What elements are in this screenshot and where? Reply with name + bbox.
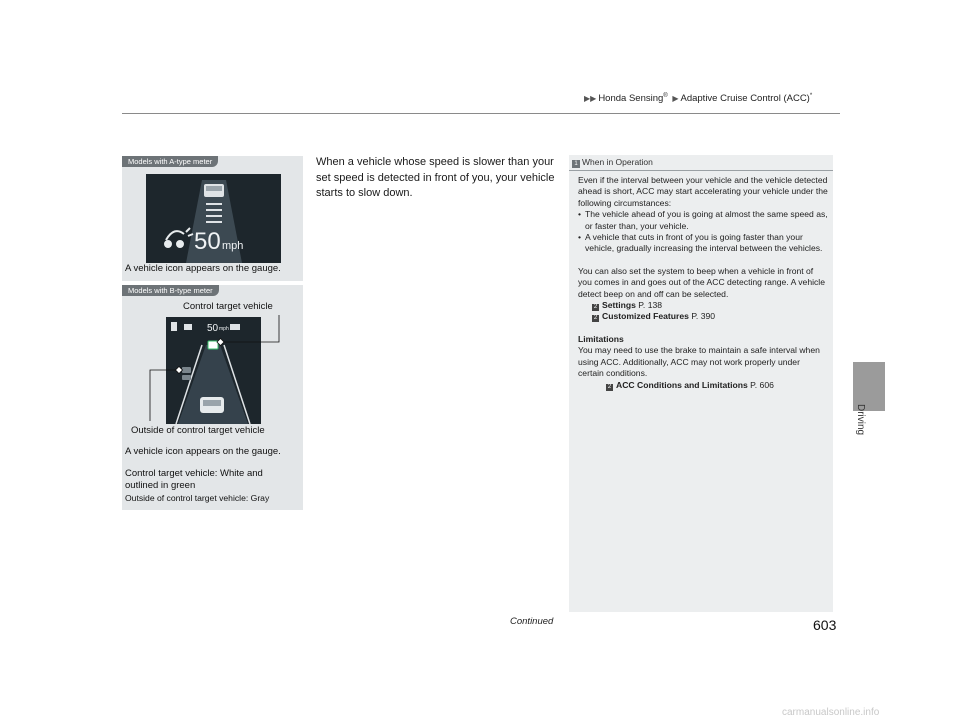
figure-tag: Models with B-type meter bbox=[122, 285, 219, 296]
notes-content bbox=[578, 175, 828, 391]
figure-b-caption-2-line1: Control target vehicle: White and bbox=[125, 468, 263, 479]
reference-arrow-icon: 2 bbox=[593, 315, 598, 322]
notes-panel bbox=[569, 155, 833, 612]
reference-page[interactable]: P. 390 bbox=[691, 311, 716, 322]
gauge-display-a bbox=[146, 174, 281, 263]
cross-reference-customized[interactable] bbox=[578, 311, 828, 322]
reference-arrow-icon: 2 bbox=[593, 304, 598, 311]
notes-paragraph-2: You can also set the system to beep when a vehicle in front of you comes in and goes out of the ACC detecting range. A vehicle detect beep on and off can be selected. bbox=[578, 265, 825, 299]
reference-page[interactable]: P. 138 bbox=[638, 300, 663, 311]
list-item-text: The vehicle ahead of you is going at almost the same speed as, or faster than, your vehicle. bbox=[585, 209, 828, 231]
bullet-icon: • bbox=[578, 209, 582, 220]
callout-outside-target: Outside of control target vehicle bbox=[131, 425, 265, 436]
watermark: carmanualsonline.info bbox=[782, 707, 880, 718]
list-item bbox=[578, 209, 828, 232]
arrow-right-icon: ▶ bbox=[672, 94, 679, 104]
figure-b-type-meter bbox=[122, 285, 303, 510]
figure-b-caption-1: A vehicle icon appears on the gauge. bbox=[125, 446, 281, 457]
body-paragraph: When a vehicle whose speed is slower than your set speed is detected in front of you, your vehicle starts to slow down. bbox=[316, 156, 555, 199]
breadcrumb-honda-sensing[interactable]: Honda Sensing bbox=[598, 93, 664, 105]
reference-page[interactable]: P. 606 bbox=[750, 379, 774, 390]
acc-car-icon bbox=[165, 228, 193, 247]
note-icon: 1 bbox=[572, 160, 580, 168]
figure-a-type-meter bbox=[122, 156, 303, 281]
bullet-icon: • bbox=[578, 232, 582, 243]
reference-label[interactable]: Customized Features bbox=[602, 311, 689, 322]
speed-unit-a: mph bbox=[222, 240, 244, 252]
list-item bbox=[578, 232, 828, 255]
notes-header bbox=[569, 155, 833, 171]
figure-a-caption: A vehicle icon appears on the gauge. bbox=[125, 263, 281, 274]
speed-value-a: 50 bbox=[194, 228, 221, 255]
figure-tag: Models with A-type meter bbox=[122, 156, 218, 167]
notes-paragraph-3: You may need to use the brake to maintain a safe interval when using ACC. Additionally, ACC may not work properly under certain conditions. bbox=[578, 345, 820, 379]
speed-unit-b: mph bbox=[219, 326, 229, 332]
reference-arrow-icon: 2 bbox=[607, 383, 612, 390]
asterisk-mark: * bbox=[809, 93, 813, 99]
reference-label[interactable]: ACC Conditions and Limitations bbox=[616, 379, 748, 390]
breadcrumb bbox=[582, 93, 812, 104]
notes-paragraph-1: Even if the interval between your vehicle and the vehicle detected ahead is short, ACC may start accelerating your vehicle under the following circumstances: bbox=[578, 175, 828, 208]
breadcrumb-acc[interactable]: Adaptive Cruise Control (ACC) bbox=[680, 93, 810, 105]
list-item-text: A vehicle that cuts in front of you is going faster than your vehicle, gradually increasing the interval between the vehicles. bbox=[585, 232, 823, 254]
continued-label: Continued bbox=[510, 616, 554, 627]
callout-control-target: Control target vehicle bbox=[183, 301, 273, 312]
cross-reference-acc-limitations[interactable] bbox=[578, 380, 828, 391]
page-number: 603 bbox=[813, 617, 837, 633]
lead-vehicle-icon bbox=[204, 184, 224, 197]
arrow-right-icon: ▶▶ bbox=[584, 94, 597, 104]
speed-value-b: 50 bbox=[207, 323, 219, 334]
reference-label[interactable]: Settings bbox=[602, 300, 636, 311]
figure-b-caption-2-line2: outlined in green bbox=[125, 480, 196, 491]
limitations-heading: Limitations bbox=[578, 333, 624, 344]
notes-title: When in Operation bbox=[582, 157, 653, 167]
registered-mark: ® bbox=[663, 93, 668, 99]
figure-b-caption-3: Outside of control target vehicle: Gray bbox=[125, 493, 270, 503]
cross-reference-settings[interactable] bbox=[578, 300, 828, 311]
header-divider bbox=[122, 113, 840, 114]
section-tab-label: Driving bbox=[855, 404, 866, 436]
